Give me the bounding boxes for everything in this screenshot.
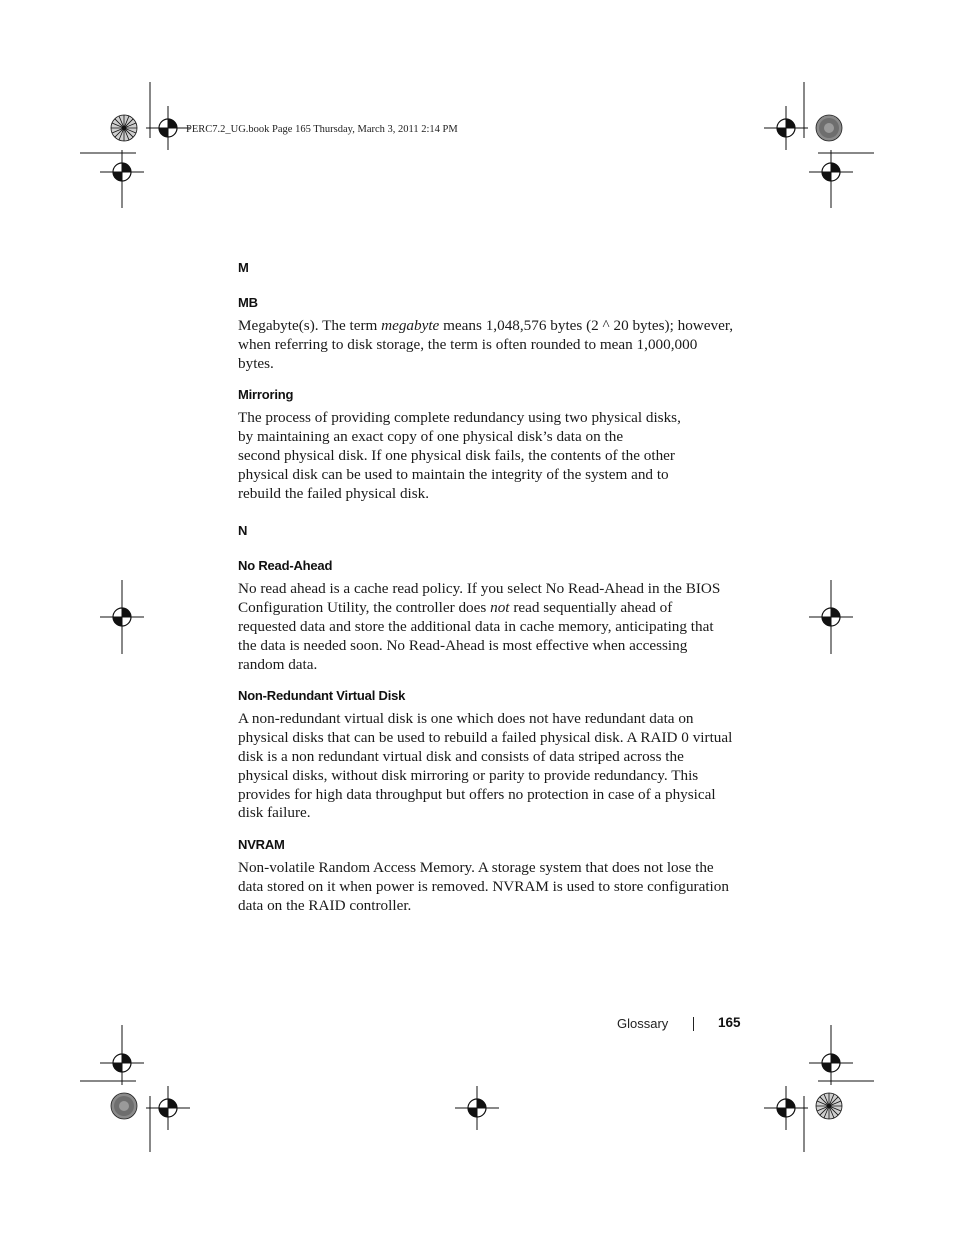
glossary-definition xyxy=(238,580,738,674)
text-run: random data. xyxy=(238,655,318,673)
text-run: Megabyte(s). The term xyxy=(238,317,382,334)
glossary-definition xyxy=(238,409,738,503)
text-run: The process of providing complete redundancy using two physical disks, xyxy=(238,409,681,427)
emphasis-run: megabyte xyxy=(381,317,440,334)
text-run: physical disk can be used to maintain the integrity of the system and to xyxy=(238,465,669,483)
glossary-term: MB xyxy=(238,295,258,310)
definition-line xyxy=(238,637,738,656)
text-run: physical disks that can be used to rebuild a failed physical disk. A RAID 0 virtual xyxy=(238,729,733,747)
section-letter: M xyxy=(238,260,249,275)
definition-line xyxy=(238,804,738,823)
definition-line xyxy=(238,409,738,428)
text-run: No read ahead is a cache read policy. If you select No Read-Ahead in the BIOS xyxy=(238,580,721,598)
definition-line xyxy=(238,748,738,767)
text-run: bytes. xyxy=(238,354,274,372)
definition-line xyxy=(238,447,738,466)
text-run: Non-volatile Random Access Memory. A storage system that does not lose the xyxy=(238,859,714,877)
definition-line xyxy=(238,355,738,374)
text-run: Configuration Utility, the controller does xyxy=(238,599,491,617)
glossary-term: NVRAM xyxy=(238,837,285,853)
glossary-definition xyxy=(238,317,738,373)
print-info-header: PERC7.2_UG.book Page 165 Thursday, March 3, 2011 2:14 PM xyxy=(186,124,458,135)
definition-line xyxy=(238,897,738,916)
text-run: disk is a non redundant virtual disk and consists of data striped across the xyxy=(238,747,684,765)
definition-line xyxy=(238,485,738,504)
text-run: when referring to disk storage, the term is often rounded to mean 1,000,000 xyxy=(238,335,698,353)
page-footer xyxy=(0,1014,954,1038)
definition-line xyxy=(238,859,738,878)
page-number: 165 xyxy=(718,1015,741,1030)
definition-line xyxy=(238,428,738,447)
definition-line xyxy=(238,618,738,637)
glossary-term: Mirroring xyxy=(238,387,294,403)
text-run: the data is needed soon. No Read-Ahead is most effective when accessing xyxy=(238,636,688,654)
section-letter: N xyxy=(238,523,248,539)
text-run: means 1,048,576 bytes (2 ^ 20 bytes); however, xyxy=(439,317,734,334)
footer-section-label: Glossary xyxy=(617,1016,669,1031)
glossary-content xyxy=(238,256,738,916)
glossary-definition xyxy=(238,710,738,823)
text-run: rebuild the failed physical disk. xyxy=(238,484,430,502)
emphasis-run: not xyxy=(490,599,510,617)
definition-line xyxy=(238,466,738,485)
definition-line xyxy=(238,729,738,748)
definition-line xyxy=(238,710,738,729)
text-run: requested data and store the additional data in cache memory, anticipating that xyxy=(238,617,714,635)
text-run: read sequentially ahead of xyxy=(509,599,673,617)
definition-line xyxy=(238,317,738,336)
text-run: second physical disk. If one physical disk fails, the contents of the other xyxy=(238,446,675,464)
text-run: data stored on it when power is removed. NVRAM is used to store configuration xyxy=(238,877,729,895)
glossary-definition xyxy=(238,859,738,915)
text-run: physical disks, without disk mirroring or parity to provide redundancy. This xyxy=(238,766,699,784)
glossary-term: Non-Redundant Virtual Disk xyxy=(238,688,406,704)
footer-separator xyxy=(693,1017,694,1031)
text-run: data on the RAID controller. xyxy=(238,896,412,914)
text-run: provides for high data throughput but offers no protection in case of a physical xyxy=(238,785,716,803)
definition-line xyxy=(238,656,738,675)
definition-line xyxy=(238,580,738,599)
text-run: disk failure. xyxy=(238,804,311,822)
definition-line xyxy=(238,767,738,786)
definition-line xyxy=(238,599,738,618)
definition-line xyxy=(238,786,738,805)
definition-line xyxy=(238,336,738,355)
glossary-term: No Read-Ahead xyxy=(238,558,333,574)
text-run: A non-redundant virtual disk is one which does not have redundant data on xyxy=(238,710,694,728)
text-run: by maintaining an exact copy of one physical disk’s data on the xyxy=(238,428,624,446)
definition-line xyxy=(238,878,738,897)
